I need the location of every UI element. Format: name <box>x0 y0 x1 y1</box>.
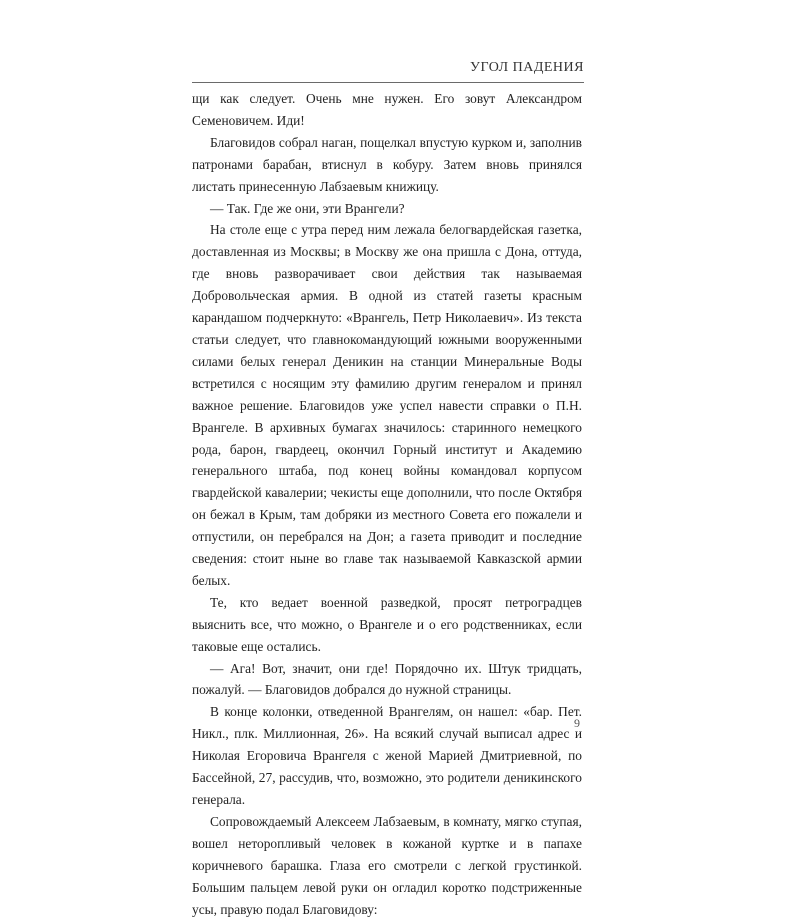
paragraph-continued: щи как следует. Очень мне нужен. Его зовут Александром Семеновичем. Иди! <box>192 91 582 128</box>
header-rule <box>192 82 584 83</box>
paragraph: В конце колонки, отведенной Врангелям, он нашел: «бар. Пет. Никл., плк. Миллионная, 26». На всякий случай выписал адрес и Николая Егоровича Врангеля с женой Марией Дмитриевной, по Бассейной, 27, рассудив, что, возможно, это родители деникинского генерала. <box>192 704 582 807</box>
paragraph-dialogue: — Так. Где же они, эти Врангели? <box>210 200 405 216</box>
paragraph: Сопровождаемый Алексеем Лабзаевым, в комнату, мягко ступая, вошел неторопливый человек в кожаной куртке и в папахе коричневого барашка. Глаза его смотрели с легкой грустинкой. Большим пальцем левой руки он огладил коротко подстриженные усы, правую подал Благовидову: <box>192 813 582 917</box>
body-text <box>192 88 582 920</box>
paragraph: Благовидов собрал наган, пощелкал впустую курком и, заполнив патронами барабан, втиснул в кобуру. Затем вновь принялся листать принесенную Лабзаевым книжицу. <box>192 134 582 194</box>
running-head: УГОЛ ПАДЕНИЯ <box>470 60 584 75</box>
paragraph: На столе еще с утра перед ним лежала белогвардейская газетка, доставленная из Москвы; в Москву же она пришла с Дона, оттуда, где вновь разворачивает свои действия так называемая Добровольческая армия. В одной из статей газеты красным карандашом подчеркнуто: «Врангель, Петр Николаевич». Из текста статьи следует, что главнокомандующий южными вооруженными силами белых генерал Деникин на станции Минеральные Воды встретился с носящим эту фамилию другим генералом и принял важное решение. Благовидов уже успел навести справки о П.Н. Врангеле. В архивных бумагах значилось: старинного немецкого рода, барон, гвардеец, окончил Горный институт и Академию генерального штаба, под конец войны командовал корпусом гвардейской кавалерии; чекисты еще дополнили, что после Октября он бежал в Крым, там добряки из местного Совета его пожалели и отпустили, он перебрался на Дон; а газета приводит и последние сведения: стоит ныне во главе так называемой Кавказской армии белых. <box>192 222 582 588</box>
paragraph: Те, кто ведает военной разведкой, просят петроградцев выяснить все, что можно, о Врангеле и о его родственниках, если таковые еще остались. <box>192 594 582 654</box>
page-number: 9 <box>574 716 580 730</box>
paragraph-dialogue: — Ага! Вот, значит, они где! Порядочно их. Штук тридцать, пожалуй. — Благовидов добрался до нужной страницы. <box>192 660 582 698</box>
